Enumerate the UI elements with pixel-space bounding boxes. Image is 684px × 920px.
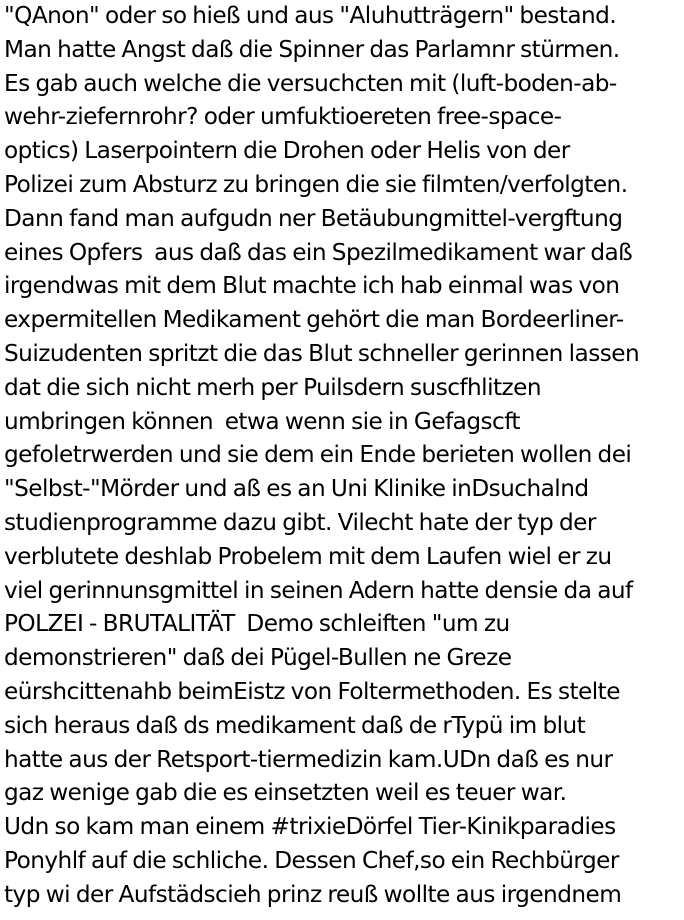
- text-line-25: Udn so kam man einem #trixieDörfel Tier-Kinikparadies: [4, 813, 616, 841]
- text-line-12: dat die sich nicht merh per Puilsdern suscfhlitzen: [4, 373, 541, 401]
- text-line-10: expermitellen Medikament gehört die man Bordeerliner-: [4, 306, 624, 334]
- text-line-19: POLZEI - BRUTALITÄT Demo schleiften "um zu: [4, 610, 510, 638]
- text-line-9: irgendwas mit dem Blut machte ich hab einmal was von: [4, 272, 620, 300]
- text-line-8: eines Opfers aus daß das ein Spezilmedikament war daß: [4, 238, 633, 266]
- text-line-26: Ponyhlf auf die schliche. Dessen Chef,so ein Rechbürger: [4, 846, 619, 874]
- text-line-4: wehr-ziefernrohr? oder umfuktioereten free-space-: [4, 103, 562, 131]
- text-line-13: umbringen können etwa wenn sie in Gefagscft: [4, 407, 520, 435]
- text-line-7: Dann fand man aufgudn ner Betäubungmittel-vergftung: [4, 204, 623, 232]
- text-line-14: gefoletrwerden und sie dem ein Ende berieten wollen dei: [4, 441, 632, 469]
- text-line-16: studienprogramme dazu gibt. Vilecht hate der typ der: [4, 508, 596, 536]
- text-line-1: "QAnon" oder so hieß und aus "Aluhutträgern" bestand.: [4, 2, 617, 29]
- text-line-18: viel gerinnunsgmittel in seinen Adern hatte densie da auf: [4, 576, 633, 604]
- text-line-22: sich heraus daß ds medikament daß de rTypü im blut: [4, 711, 586, 739]
- text-line-17: verblutete deshlab Probelem mit dem Laufen wiel er zu: [4, 542, 612, 570]
- text-line-11: Suizudenten spritzt die das Blut schneller gerinnen lassen: [4, 339, 640, 367]
- text-line-3: Es gab auch welche die versuchcten mit (luft-boden-ab-: [4, 69, 617, 97]
- text-line-24: gaz wenige gab die es einsetzten weil es teuer war.: [4, 779, 567, 807]
- text-line-20: demonstrieren" daß dei Pügel-Bullen ne Greze: [4, 644, 512, 672]
- text-line-2: Man hatte Angst daß die Spinner das Parlamnr stürmen.: [4, 35, 620, 63]
- text-line-5: optics) Laserpointern die Drohen oder Helis von der: [4, 137, 570, 165]
- text-line-15: "Selbst-"Mörder und aß es an Uni Klinike inDsuchalnd: [4, 475, 589, 503]
- text-line-27: typ wi der Aufstädscieh prinz reuß wollte aus irgendnem: [4, 880, 622, 908]
- text-line-21: eürshcittenahb beimEistz von Foltermethoden. Es stelte: [4, 677, 620, 705]
- text-line-23: hatte aus der Retsport-tiermedizin kam.UDn daß es nur: [4, 745, 613, 773]
- document-text: [4, 0, 684, 912]
- text-line-6: Polizei zum Absturz zu bringen die sie filmten/verfolgten.: [4, 170, 628, 198]
